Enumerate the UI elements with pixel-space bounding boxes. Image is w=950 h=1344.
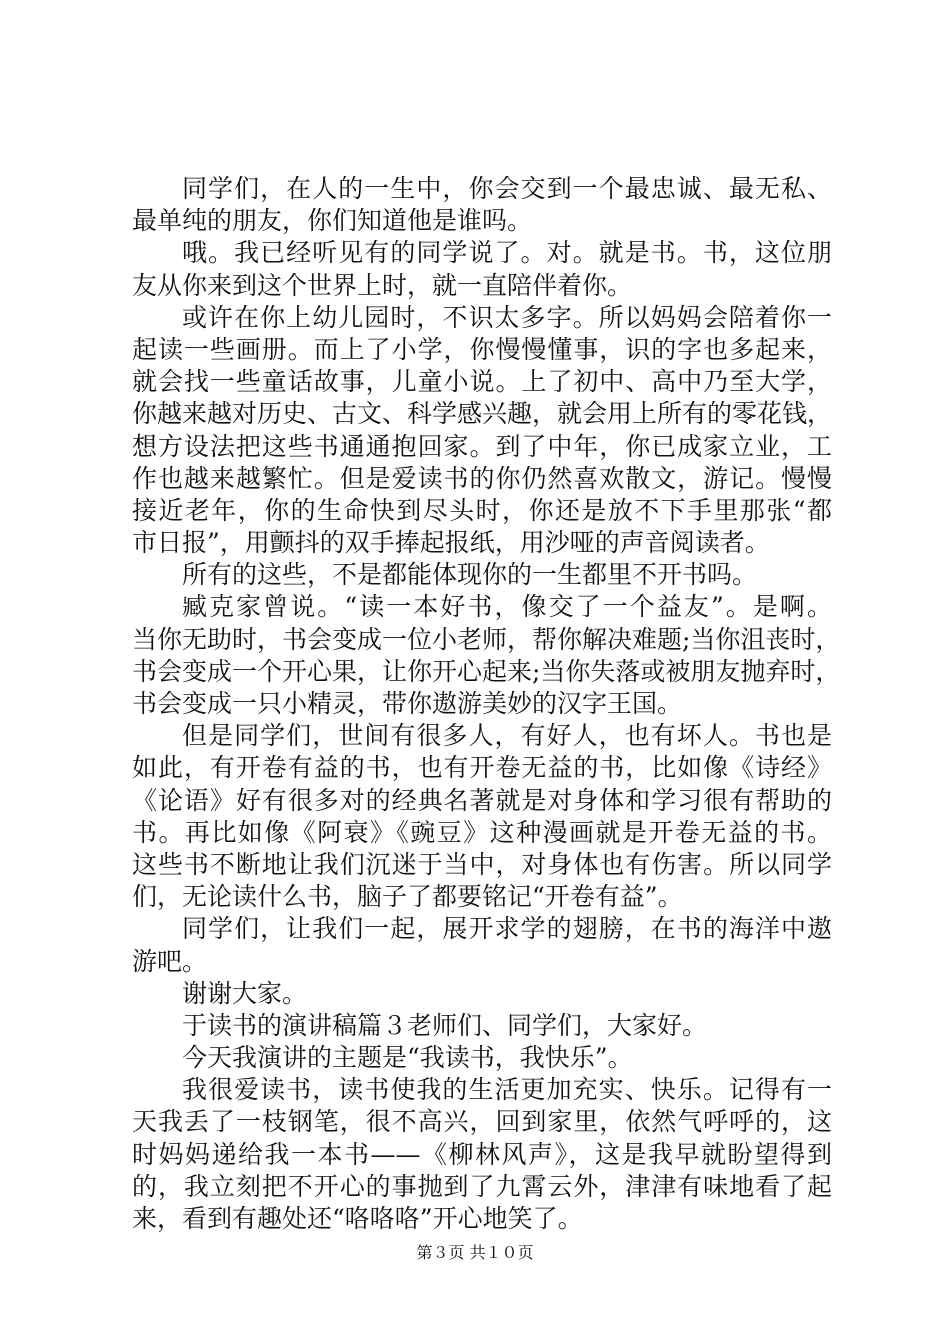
text-line: 所有的这些，不是都能体现你的一生都里不开书吗。 bbox=[182, 560, 758, 590]
page-footer: 第３页 共１０页 bbox=[416, 1243, 534, 1262]
text-line: 就会找一些童话故事，儿童小说。上了初中、高中乃至大学， bbox=[132, 367, 832, 397]
text-line: 我很爱读书，读书使我的生活更加充实、快乐。记得有一 bbox=[182, 1075, 832, 1105]
text-line: 臧克家曾说。“读一本好书，像交了一个益友”。是啊。 bbox=[182, 592, 832, 622]
text-line: 如此，有开卷有益的书，也有开卷无益的书，比如像《诗经》 bbox=[132, 753, 832, 783]
text-line: 书会变成一个开心果，让你开心起来;当你失落或被朋友抛弃时， bbox=[132, 656, 841, 686]
text-line: 来，看到有趣处还“咯咯咯”开心地笑了。 bbox=[132, 1204, 583, 1233]
text-line: 想方设法把这些书通通抱回家。到了中年，你已成家立业，工 bbox=[132, 431, 832, 461]
text-line: 同学们，让我们一起，展开求学的翅膀，在书的海洋中遨 bbox=[182, 914, 832, 944]
text-line: 《论语》好有很多对的经典名著就是对身体和学习很有帮助的 bbox=[132, 785, 832, 815]
text-line: 天我丢了一枝钢笔，很不高兴，回到家里，依然气呼呼的，这 bbox=[132, 1107, 832, 1137]
text-line: 或许在你上幼儿园时，不识太多字。所以妈妈会陪着你一 bbox=[182, 302, 832, 332]
text-line: 哦。我已经听见有的同学说了。对。就是书。书，这位朋 bbox=[182, 238, 832, 268]
speech-body bbox=[132, 173, 841, 1235]
text-line: 友从你来到这个世界上时，就一直陪伴着你。 bbox=[132, 270, 633, 300]
text-line: 当你无助时，书会变成一位小老师，帮你解决难题;当你沮丧时， bbox=[132, 624, 841, 654]
text-line: 游吧。 bbox=[132, 946, 208, 976]
text-line: 的，我立刻把不开心的事抛到了九霄云外，津津有味地看了起 bbox=[132, 1171, 832, 1201]
text-line: 你越来越对历史、古文、科学感兴趣，就会用上所有的零花钱， bbox=[132, 399, 833, 429]
text-line: 作也越来越繁忙。但是爱读书的你仍然喜欢散文，游记。慢慢 bbox=[132, 463, 832, 493]
text-line: 接近老年，你的生命快到尽头时，你还是放不下手里那张“都 bbox=[132, 495, 832, 525]
text-line: 最单纯的朋友，你们知道他是谁吗。 bbox=[132, 206, 533, 236]
text-line: 这些书不断地让我们沉迷于当中，对身体也有伤害。所以同学 bbox=[132, 849, 832, 879]
text-line: 但是同学们，世间有很多人，有好人，也有坏人。书也是 bbox=[182, 721, 832, 751]
text-line: 起读一些画册。而上了小学，你慢慢懂事，识的字也多起来， bbox=[132, 334, 832, 364]
text-line: 于读书的演讲稿篇３老师们、同学们，大家好。 bbox=[182, 1010, 708, 1040]
text-line: 时妈妈递给我一本书——《柳林风声》，这是我早就盼望得到 bbox=[132, 1139, 832, 1169]
text-line: 书会变成一只小精灵，带你遨游美妙的汉字王国。 bbox=[132, 689, 683, 718]
text-line: 同学们，在人的一生中，你会交到一个最忠诚、最无私、 bbox=[182, 174, 832, 203]
text-line: 谢谢大家。 bbox=[182, 978, 308, 1008]
text-line: 今天我演讲的主题是“我读书，我快乐”。 bbox=[182, 1043, 633, 1073]
text-line: 书。再比如像《阿衰》《豌豆》这种漫画就是开卷无益的书。 bbox=[132, 817, 832, 847]
text-line: 市日报”，用颤抖的双手捧起报纸，用沙哑的声音阅读者。 bbox=[132, 528, 770, 558]
text-line: 们，无论读什么书，脑子了都要铭记“开卷有益”。 bbox=[132, 882, 683, 912]
